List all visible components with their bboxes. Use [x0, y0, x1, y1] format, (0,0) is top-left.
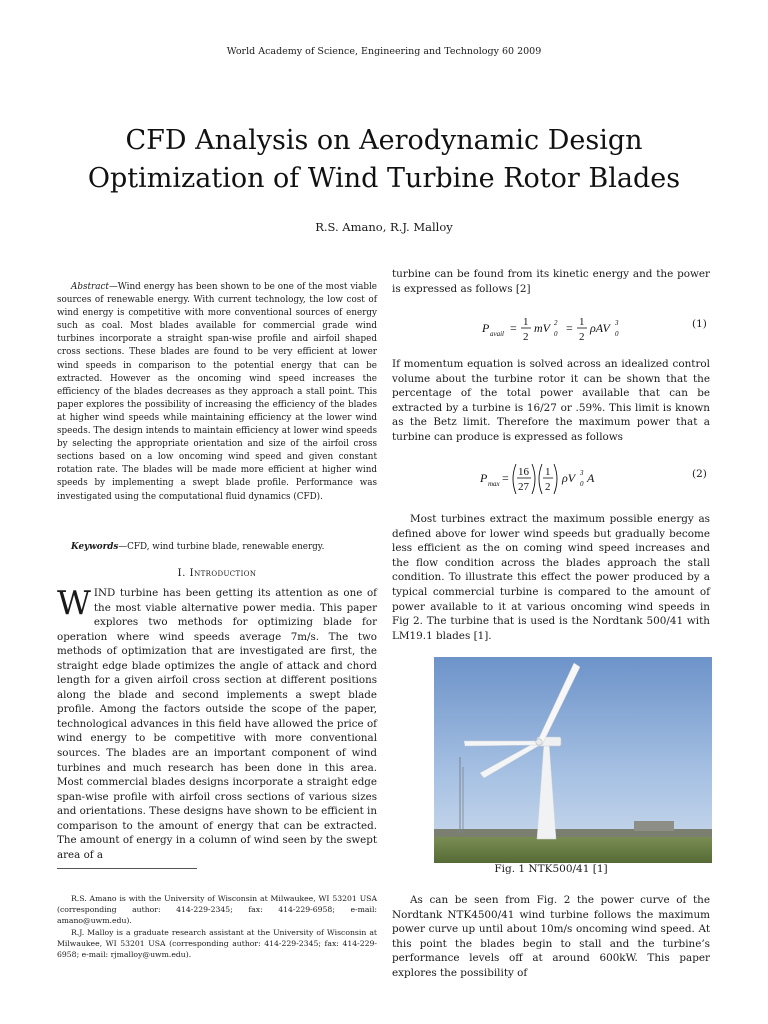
- footnotes: [57, 893, 377, 960]
- eq1-lhs-sub: avail: [490, 330, 504, 338]
- eq2-frac2-num: 1: [545, 466, 551, 478]
- eq2-tail: A: [587, 471, 595, 485]
- eq1-term2-sup: 3: [615, 319, 619, 327]
- equation-1: [470, 312, 650, 348]
- right-paragraph-4: As can be seen from Fig. 2 the power curve of the Nordtank NTK4500/41 wind turbine follows the maximum power curve up until about 10m/s oncoming wind speed. At this point the blades begin to stall and the turbine’s performance levels off at around 600kW. This paper explores the possibility of: [392, 894, 710, 979]
- eq2-paren-close-2: [554, 464, 557, 494]
- eq2-paren-open-1: [513, 464, 516, 494]
- eq2-lhs-sub: max: [488, 480, 500, 488]
- eq2-lhs: P: [480, 471, 488, 485]
- turbine-hub: [536, 739, 542, 745]
- eq1-term2-sub: 0: [615, 330, 619, 338]
- eq1-term1-sup: 2: [554, 319, 558, 327]
- keywords-text: CFD, wind turbine blade, renewable energy.: [127, 542, 325, 552]
- distant-building-block: [634, 821, 674, 831]
- eq1-frac2-num: 1: [579, 316, 585, 328]
- title-line-2: Optimization of Wind Turbine Rotor Blades: [87, 163, 681, 194]
- right-paragraph-1: turbine can be found from its kinetic energy and the power is expressed as follows [2]: [392, 268, 710, 295]
- eq1-term1-sub: 0: [554, 330, 558, 338]
- turbine-blade-3: [464, 741, 538, 746]
- equation-2-number: (2): [692, 468, 707, 480]
- abstract-label: Abstract: [71, 282, 109, 292]
- introduction-text: IND turbine has been getting its attention as one of the most viable alternative power media. This paper explores two methods for optimizing blade for operation where wind speeds average 7m/s. The two methods of optimization that are investigated are first, the straight edge blade optimizes the angle of attack and chord length for a given airfoil cross section at different positions along the blade and second implements a swept blade profile. Among the factors outside the scope of the paper, technological advances in this field have allowed the price of wind energy to be competitive with more conventional sources. The blades are an important component of wind turbines and much research has been done in this area. Most commercial blades designs incorporate a straight edge span-wise profile with airfoil cross sections of various sizes and orientations. These designs have shown to be efficient in comparison to the amount of energy that can be extracted. The amount of energy in a column of wind seen by the swept area of a: [57, 587, 377, 861]
- equation-2: [474, 458, 624, 500]
- section-heading-introduction: I. Introduction: [177, 567, 257, 579]
- footnote-amano: R.S. Amano is with the University of Wisconsin at Milwaukee, WI 53201 USA (corresponding author: 414-229-2345; fax: 414-229-6958; e-mail: amano@uwm.edu).: [57, 894, 377, 926]
- eq2-frac2-den: 2: [545, 481, 551, 493]
- footnote-divider: [57, 868, 197, 869]
- journal-header: World Academy of Science, Engineering and Technology 60 2009: [226, 46, 542, 57]
- keywords-dash: —: [118, 542, 128, 552]
- eq2-term-sub: 0: [580, 480, 584, 488]
- right-paragraph-3: Most turbines extract the maximum possible energy as defined above for lower wind speeds but gradually become less efficient as the on coming wind speed increases and the flow condition across the blades approach the stall condition. To illustrate this effect the power produced by a typical commercial turbine is compared to the amount of power available to it at various oncoming wind speeds in Fig 2. The turbine that is used is the Nordtank 500/41 with LM19.1 blades [1].: [392, 513, 710, 642]
- eq1-frac1-den: 2: [523, 331, 529, 343]
- author-list: R.S. Amano, R.J. Malloy: [315, 220, 453, 234]
- eq1-frac1-num: 1: [523, 316, 529, 328]
- eq1-equals-2: =: [566, 321, 573, 335]
- wind-turbine-image: [434, 657, 712, 863]
- eq2-equals: =: [502, 471, 509, 485]
- eq2-frac1-den: 27: [518, 481, 529, 493]
- figure-1-caption: Fig. 1 NTK500/41 [1]: [494, 863, 608, 875]
- eq1-frac2-den: 2: [579, 331, 585, 343]
- eq2-paren-close-1: [532, 464, 535, 494]
- eq1-equals-1: =: [510, 321, 517, 335]
- ground: [434, 835, 712, 863]
- eq1-term1: mV: [534, 321, 550, 335]
- paper-title: [40, 122, 728, 198]
- eq2-term-sup: 3: [580, 469, 584, 477]
- eq2-frac1-num: 16: [518, 466, 529, 478]
- wind-turbine-photo: [434, 657, 712, 863]
- abstract: [57, 281, 377, 504]
- abstract-text: Wind energy has been shown to be one of the most viable sources of renewable energy. With current technology, the low cost of wind energy is competitive with more conventional sources of energy such as coal. Most blades available for commercial grade wind turbines incorporate a straight span-wise profile and airfoil shaped cross sections. These blades are found to be very efficient at lower wind speeds in comparison to the potential energy that can be extracted. However as the oncoming wind speed increases the efficiency of the blades decreases as they approach a stall point. This paper explores the possibility of increasing the efficiency of the blades at higher wind speeds while maintaining efficiency at the lower wind speeds. The design intends to maintain efficiency at lower wind speeds by selecting the appropriate orientation and size of the airfoil cross sections based on a low oncoming wind speed and given constant rotation rate. The blades will be made more efficient at higher wind speeds by implementing a swept blade profile. Performance was investigated using the computational fluid dynamics (CFD).: [57, 282, 377, 502]
- eq2-paren-open-2: [539, 464, 542, 494]
- footnote-malloy: R.J. Malloy is a graduate research assistant at the University of Wisconsin at Milwaukee, WI 53201 USA (corresponding author: 414-229-2345; fax: 414-229-6958; e-mail: rjmalloy@uwm.edu).: [57, 927, 377, 960]
- eq1-term2: ρAV: [590, 321, 610, 335]
- title-line-1: CFD Analysis on Aerodynamic Design: [125, 125, 643, 156]
- drop-cap: W: [57, 583, 91, 622]
- abstract-dash: —: [108, 282, 118, 292]
- eq2-term: ρV: [562, 471, 576, 485]
- keywords: [57, 541, 377, 554]
- introduction-paragraph: [57, 583, 377, 862]
- right-paragraph-2: If momentum equation is solved across an idealized control volume about the turbine rotor it can be shown that the percentage of the total power available that can be extracted by a turbine is 16/27 or .59%. This limit is known as the Betz limit. Therefore the maximum power that a turbine can produce is expressed as follows: [392, 358, 710, 443]
- eq1-lhs: P: [482, 321, 490, 335]
- keywords-label: Keywords: [71, 542, 119, 552]
- equation-1-number: (1): [692, 318, 707, 330]
